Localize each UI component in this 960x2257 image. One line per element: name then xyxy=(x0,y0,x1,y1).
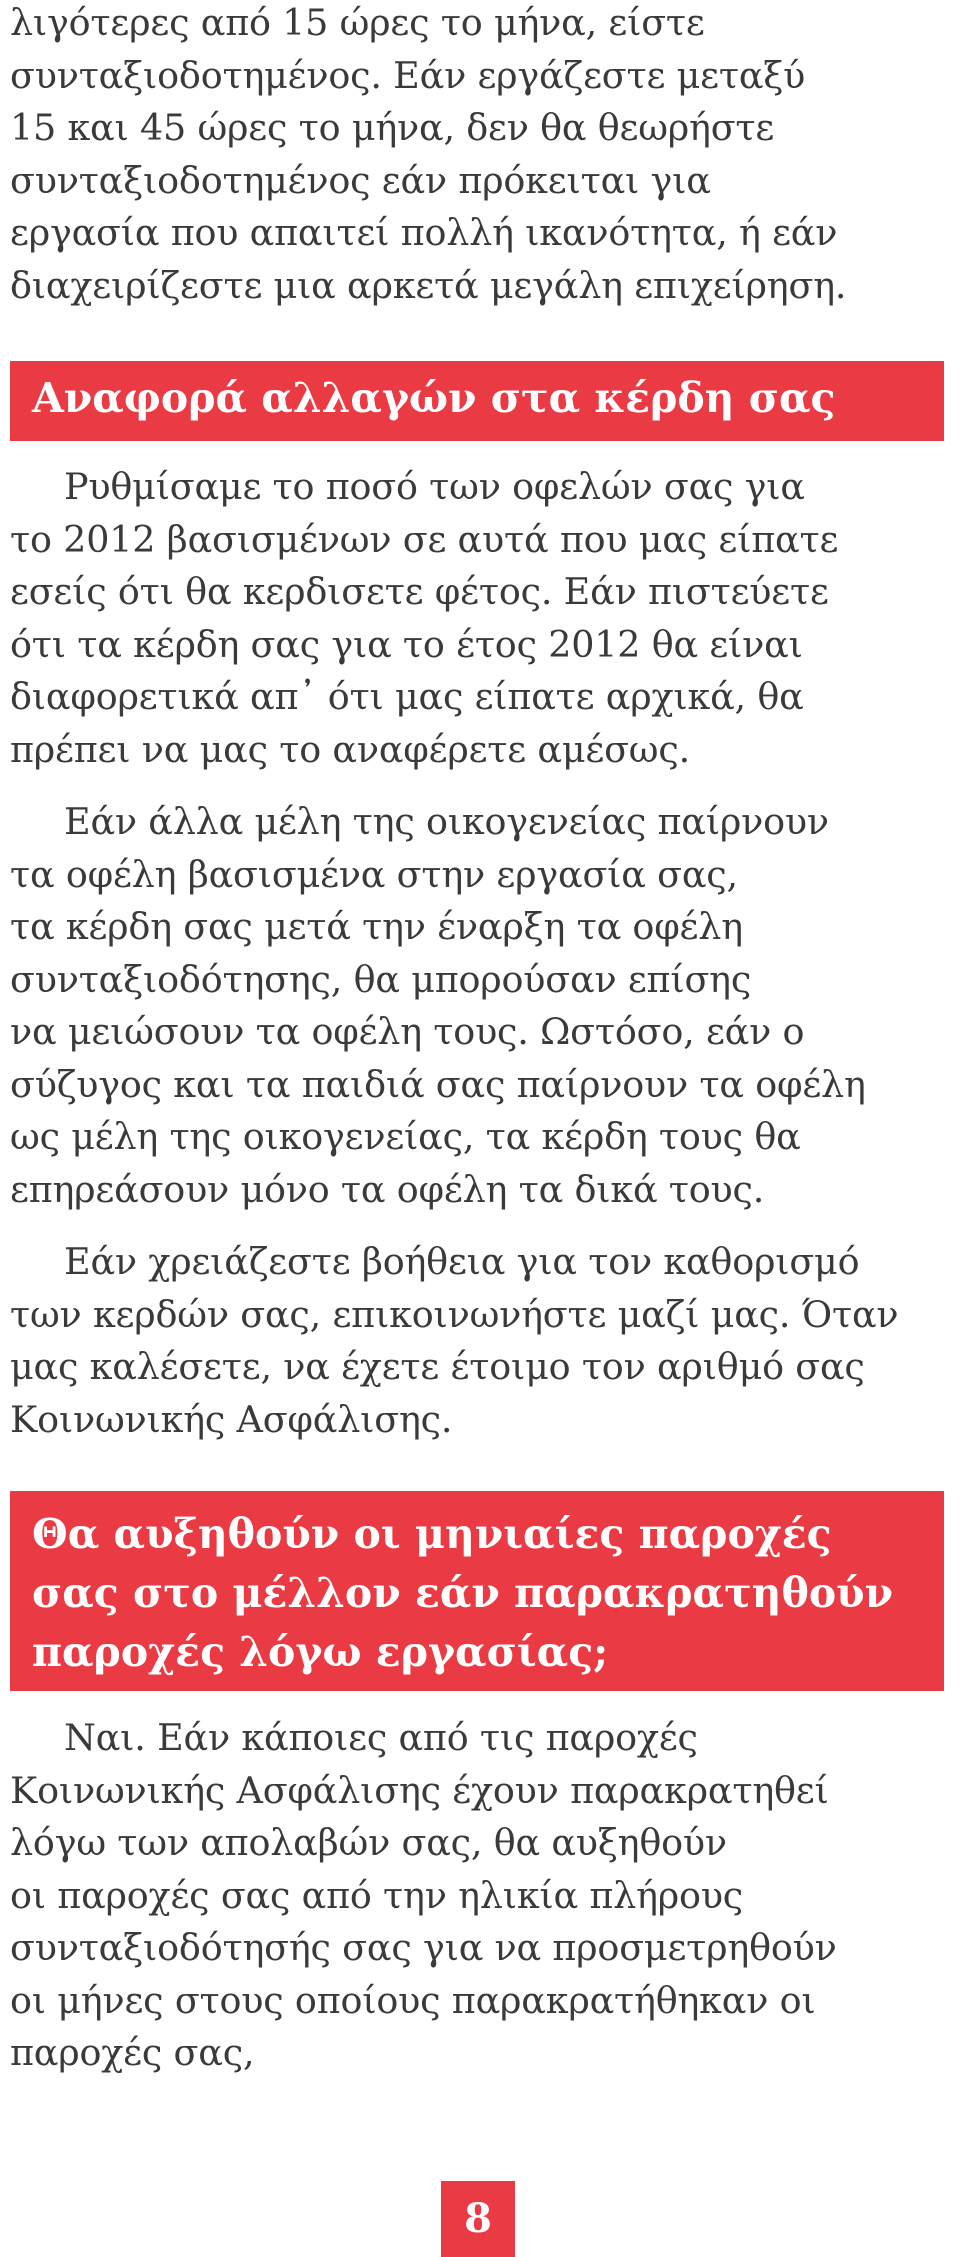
text-line: οι μήνες στους οποίους παρακρατήθηκαν οι xyxy=(10,1978,816,2022)
heading-text: σας στο μέλλον εάν παρακρατηθούν xyxy=(32,1569,894,1617)
text-line: Ρυθμίσαμε το ποσό των οφελών σας για xyxy=(64,465,805,508)
section-heading-earnings-changes xyxy=(10,361,944,441)
text-line: ότι τα κέρδη σας για το έτος 2012 θα είναι xyxy=(10,622,803,666)
text-line: συνταξιοδοτημένος εάν πρόκειται για xyxy=(10,158,711,202)
text-line: Εάν χρειάζεστε βοήθεια για τον καθορισμό xyxy=(64,1240,860,1283)
section2-paragraph-1 xyxy=(10,1712,955,2080)
text-line: σύζυγος και τα παιδιά σας παίρνουν τα οφέλη xyxy=(10,1062,866,1106)
text-line: τα κέρδη σας μετά την έναρξη τα οφέλη xyxy=(10,905,743,948)
text-line: οι παροχές σας από την ηλικία πλήρους xyxy=(10,1873,744,1917)
text-line: εργασία που απαιτεί πολλή ικανότητα, ή εάν xyxy=(10,211,838,254)
section1-paragraph-3 xyxy=(10,1236,955,1446)
text-line: πρέπει να μας το αναφέρετε αμέσως. xyxy=(10,727,691,771)
heading-text: παροχές λόγω εργασίας; xyxy=(32,1628,609,1676)
text-line: ως μέλη της οικογενείας, τα κέρδη τους θα xyxy=(10,1115,801,1158)
text-line: να μειώσουν τα οφέλη τους. Ωστόσο, εάν ο xyxy=(10,1010,805,1053)
section-heading-future-benefits xyxy=(10,1491,944,1691)
intro-paragraph xyxy=(10,0,955,312)
text-line: διαχειρίζεστε μια αρκετά μεγάλη επιχείρηση. xyxy=(10,263,847,307)
heading-text: Θα αυξηθούν οι μηνιαίες παροχές xyxy=(32,1510,832,1558)
text-line: παροχές σας, xyxy=(10,2031,255,2074)
section1-paragraph-1 xyxy=(10,461,955,776)
text-line: λιγότερες από 15 ώρες το μήνα, είστε xyxy=(10,1,705,44)
text-line: Ναι. Εάν κάποιες από τις παροχές xyxy=(64,1716,698,1759)
text-line: λόγω των απολαβών σας, θα αυξηθούν xyxy=(10,1821,727,1864)
text-line: το 2012 βασισμένων σε αυτά που μας είπατε xyxy=(10,517,839,561)
text-line: συνταξιοδοτημένος. Εάν εργάζεστε μεταξύ xyxy=(10,53,806,97)
text-line: συνταξιοδότησης, θα μπορούσαν επίσης xyxy=(10,957,752,1001)
text-line: διαφορετικά απ᾽ ότι μας είπατε αρχικά, θα xyxy=(10,675,804,718)
section1-paragraph-2 xyxy=(10,796,955,1216)
text-line: 15 και 45 ώρες το μήνα, δεν θα θεωρήστε xyxy=(10,106,775,149)
text-line: Κοινωνικής Ασφάλισης έχουν παρακρατηθεί xyxy=(10,1768,829,1812)
text-line: των κερδών σας, επικοινωνήστε μαζί μας. Όταν xyxy=(10,1292,899,1336)
text-line: τα οφέλη βασισμένα στην εργασία σας, xyxy=(10,852,738,896)
heading-text: Αναφορά αλλαγών στα κέρδη σας xyxy=(32,374,836,422)
text-line: επηρεάσουν μόνο τα οφέλη τα δικά τους. xyxy=(10,1167,765,1211)
text-line: Κοινωνικής Ασφάλισης. xyxy=(10,1397,453,1441)
text-line: μας καλέσετε, να έχετε έτοιμο τον αριθμό σας xyxy=(10,1345,865,1388)
text-line: εσείς ότι θα κερδισετε φέτος. Εάν πιστεύετε xyxy=(10,570,829,613)
text-line: συνταξιοδότησής σας για να προσμετρηθούν xyxy=(10,1926,837,1969)
text-line: Εάν άλλα μέλη της οικογενείας παίρνουν xyxy=(64,800,829,843)
page-number-badge: 8 xyxy=(441,2181,515,2257)
